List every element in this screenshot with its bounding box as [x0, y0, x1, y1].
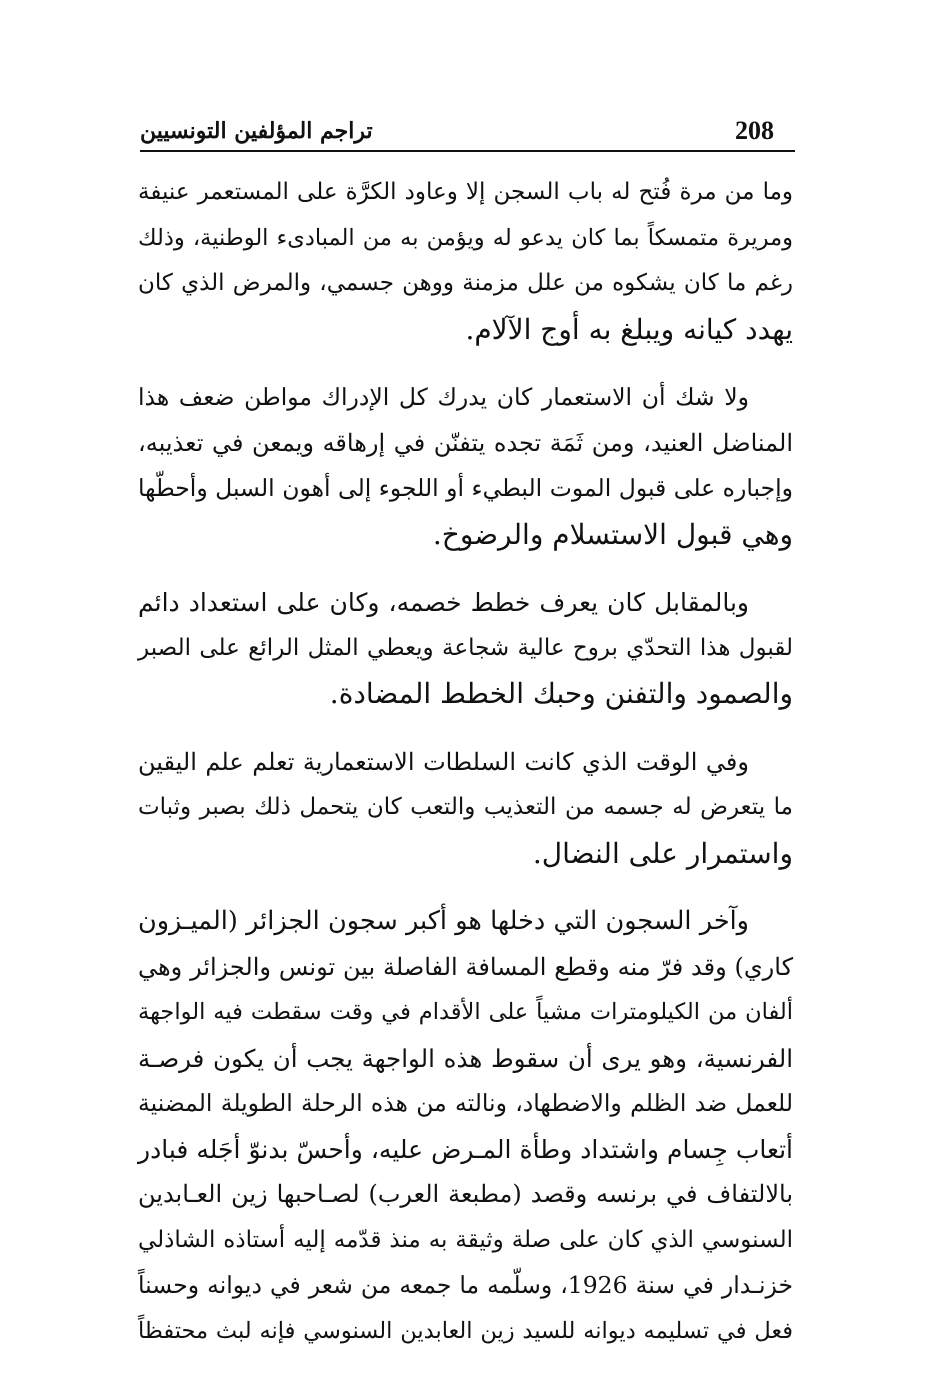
header-divider	[140, 150, 795, 152]
text-line: وآخر السجون التي دخلها هو أكبر سجون الجزائر (الميـزون	[138, 906, 749, 936]
text-line: وإجباره على قبول الموت البطيء أو اللجوء إلى أهون السبل وأحطّها	[138, 474, 793, 502]
text-line: لقبول هذا التحدّي بروح عالية شجاعة ويعطي المثل الرائع على الصبر	[138, 634, 793, 661]
paragraph	[138, 580, 793, 717]
text-line: يهدد كيانه ويبلغ به أوج الآلام.	[465, 312, 793, 346]
text-line: الفرنسية، وهو يرى أن سقوط هذه الواجهة يجب أن يكون فرصـة	[138, 1043, 793, 1073]
text-line: ولا شك أن الاستعمار كان يدرك كل الإدراك مواطن ضعف هذا	[138, 383, 749, 411]
text-line: كاري) وقد فرّ منه وقطع المسافة الفاصلة بين تونس والجزائر وهي	[138, 952, 793, 981]
text-line: فعل في تسليمه ديوانه للسيد زين العابدين السنوسي فإنه لبث محتفظاً	[138, 1317, 793, 1344]
text-line: رغم ما كان يشكوه من علل مزمنة ووهن جسمي، والمرض الذي كان	[138, 270, 793, 296]
text-line: ومريرة متمسكاً بما كان يدعو له ويؤمن به من المبادىء الوطنية، وذلك	[138, 224, 793, 251]
running-title: تراجم المؤلفين التونسيين	[140, 118, 373, 144]
text-line: وفي الوقت الذي كانت السلطات الاستعمارية تعلم علم اليقين	[138, 747, 749, 776]
body-text	[138, 170, 793, 1377]
running-header	[140, 108, 795, 150]
paragraph	[138, 170, 793, 352]
text-line: وما من مرة فُتح له باب السجن إلا وعاود الكرَّة على المستعمر عنيفة	[138, 179, 793, 205]
text-line: للعمل ضد الظلم والاضطهاد، ونالته من هذه الرحلة الطويلة المضنية	[138, 1089, 793, 1117]
paragraph	[138, 740, 793, 877]
text-line: ما يتعرض له جسمه من التعذيب والتعب كان يتحمل ذلك بصبر وثبات	[138, 794, 793, 820]
text-line: المناضل العنيد، ومن ثَمَة تجده يتفنّن في إرهاقه ويمعن في تعذيبه،	[138, 428, 793, 457]
text-line: بالالتفاف في برنسه وقصد (مطبعة العرب) لصـاحبها زين العـابدين	[138, 1180, 793, 1208]
text-line: وهي قبول الاستسلام والرضوخ.	[432, 517, 793, 551]
text-line: خزنـدار في سنة 1926، وسلّمه ما جمعه من شعر في ديوانه وحسناً	[138, 1271, 793, 1299]
text-line: أتعاب جِسام واشتداد وطأة المـرض عليه، وأحسّ بدنوّ أجَله فبادر	[138, 1134, 793, 1164]
text-line: وبالمقابل كان يعرف خطط خصمه، وكان على استعداد دائم	[138, 588, 749, 617]
text-line: ألفان من الكيلومترات مشياً على الأقدام في وقت سقطت فيه الواجهة	[138, 999, 793, 1025]
paragraph	[138, 375, 793, 557]
text-line: واستمرار على النضال.	[532, 836, 793, 870]
paragraph	[138, 899, 793, 1354]
page-number: 208	[735, 116, 774, 145]
text-line: السنوسي الذي كان على صلة وثيقة به منذ قدّمه إليه أستاذه الشاذلي	[138, 1226, 793, 1253]
text-line: والصمود والتفنن وحبك الخطط المضادة.	[329, 677, 793, 710]
